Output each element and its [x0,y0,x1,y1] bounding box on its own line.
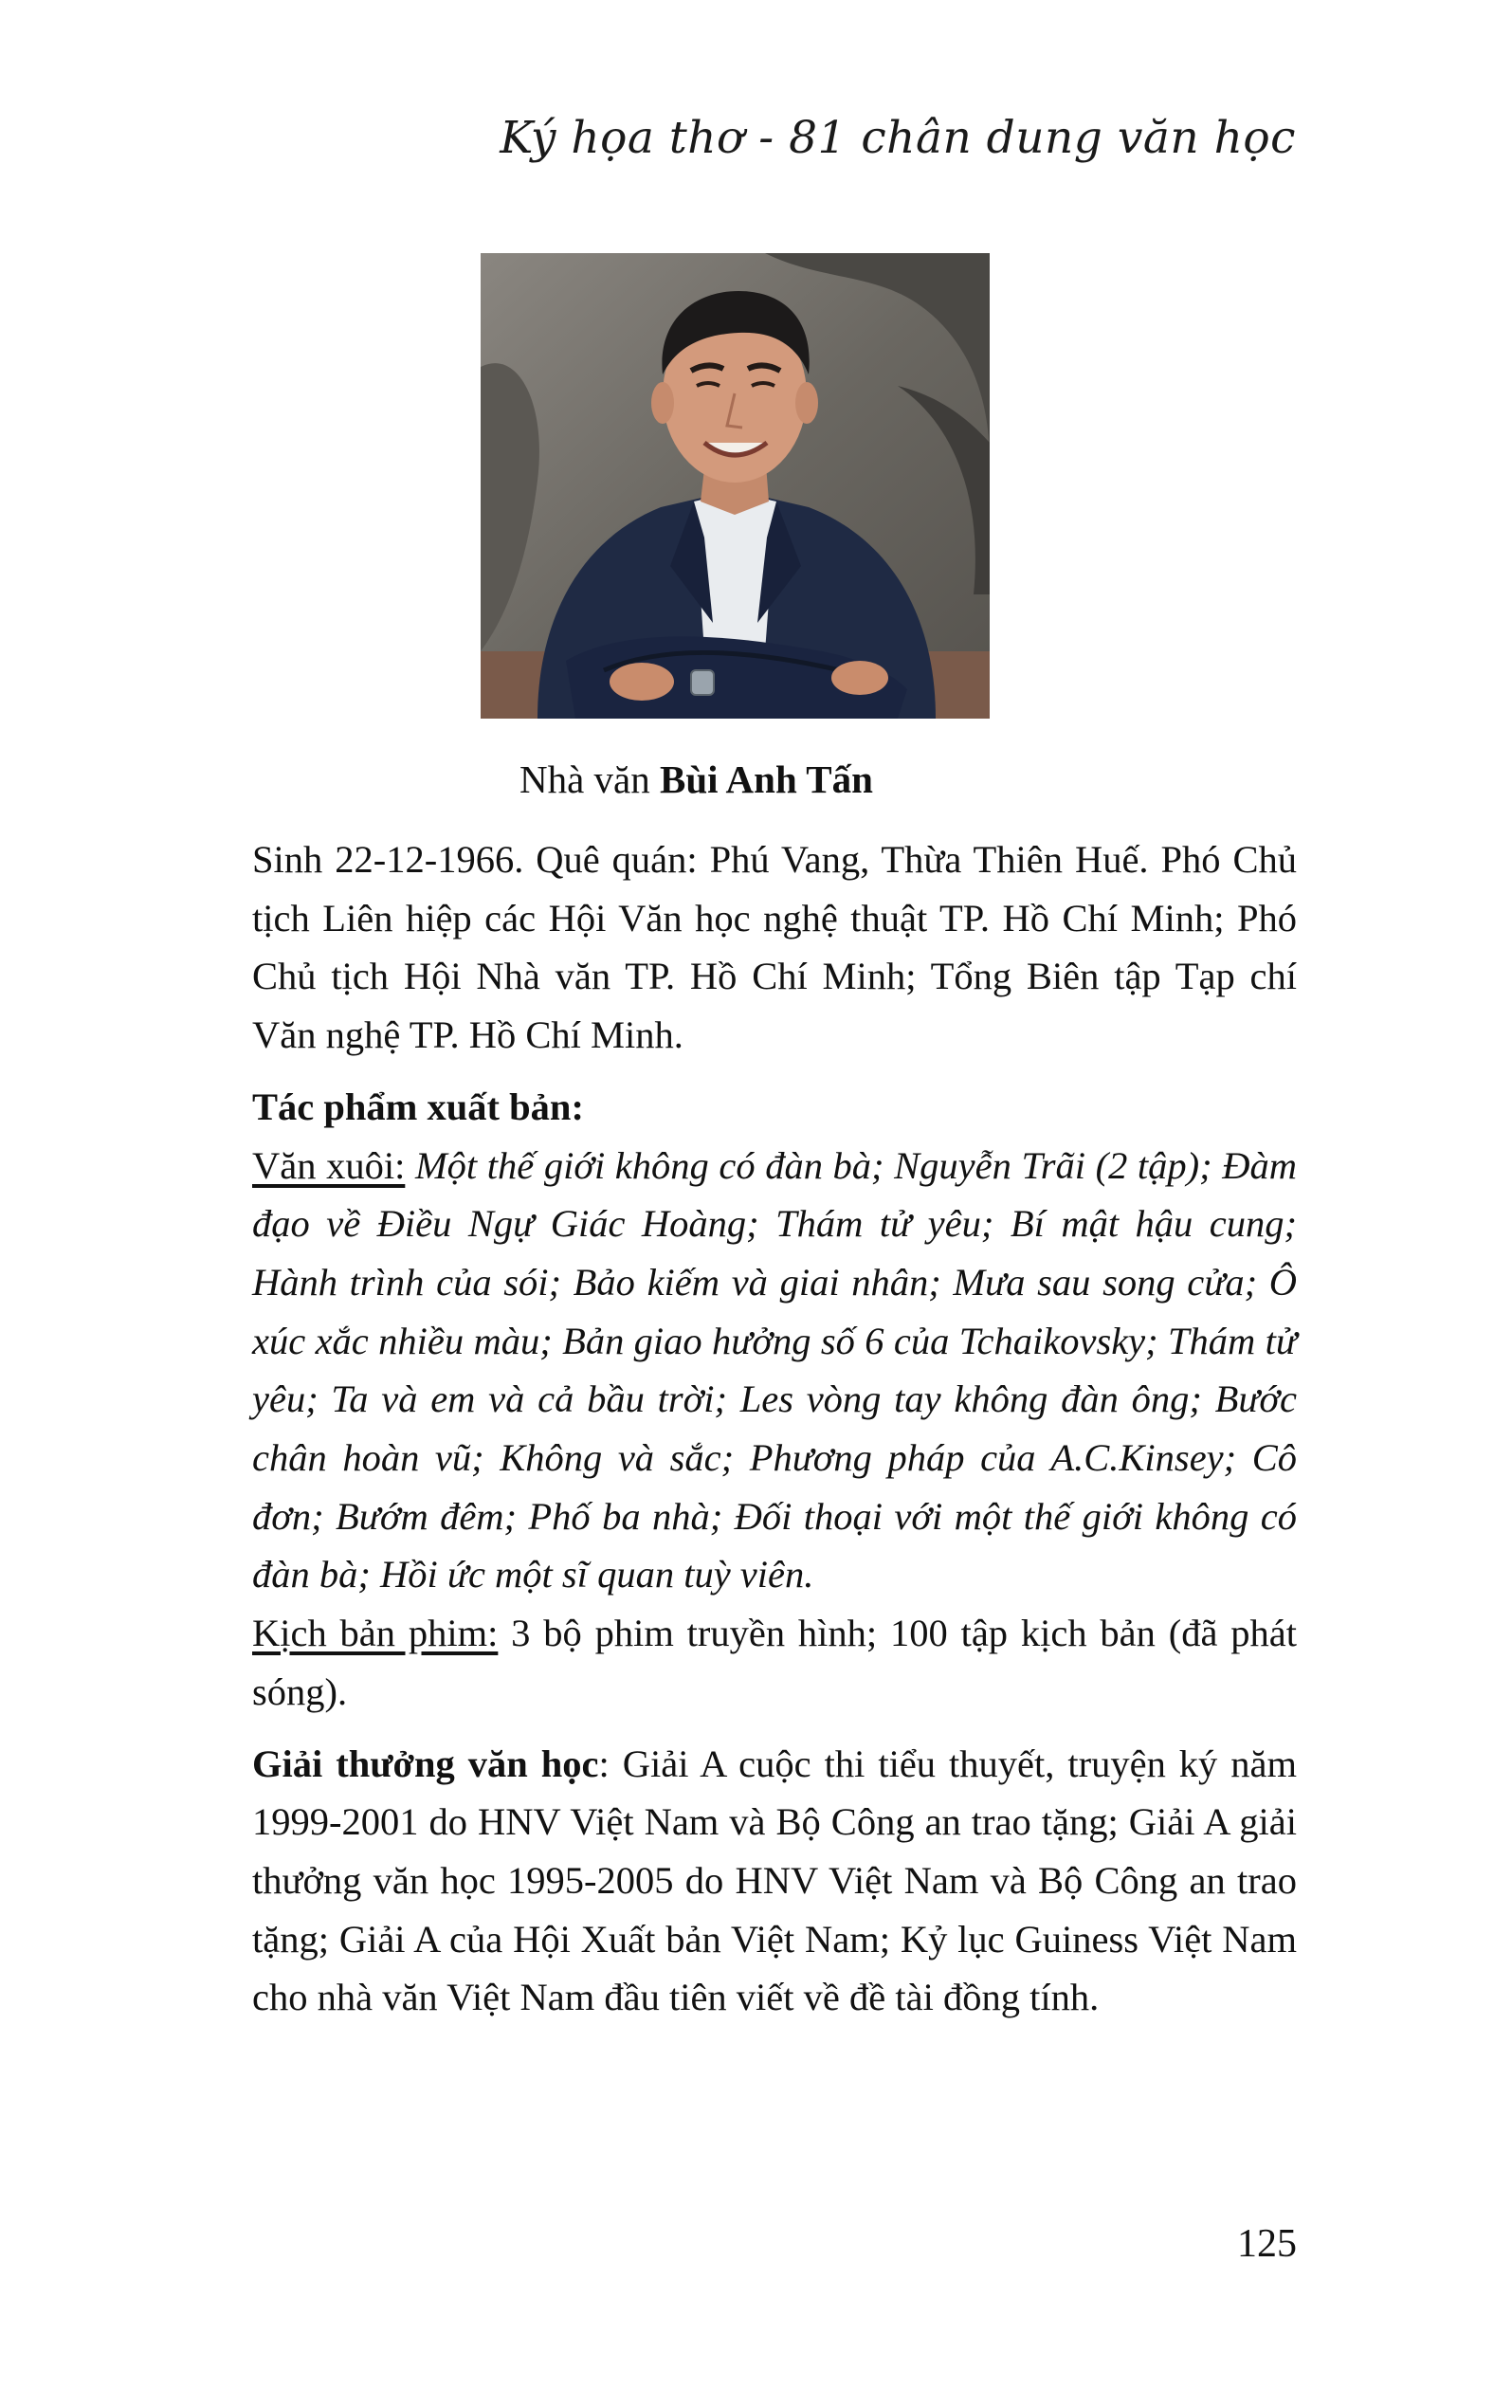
prose-label: Văn xuôi: [252,1143,406,1187]
awards-paragraph [252,1735,1297,2028]
author-name: Bùi Anh Tấn [660,757,873,801]
page-number: 125 [1237,2222,1297,2266]
running-header: Ký họa thơ - 81 chân dung văn học [500,112,1296,164]
author-caption [519,757,873,802]
awards-text: : Giải A cuộc thi tiểu thuyết, truyện ký năm 1999-2001 do HNV Việt Nam và Bộ Công an trao tặng; Giải A giải thưởng văn học 1995-2005 do HNV Việt Nam và Bộ Công an trao tặng; Giải A của Hội Xuất bản Việt Nam; Kỷ lục Guiness Việt Nam cho nhà văn Việt Nam đầu tiên viết về đề tài đồng tính. [252,1742,1298,2019]
biography-paragraph: Sinh 22-12-1966. Quê quán: Phú Vang, Thừa Thiên Huế. Phó Chủ tịch Liên hiệp các Hội Văn học nghệ thuật TP. Hồ Chí Minh; Phó Chủ tịch Hội Nhà văn TP. Hồ Chí Minh; Tổng Biên tập Tạp chí Văn nghệ TP. Hồ Chí Minh. [252,838,1297,1057]
awards-label: Giải thưởng văn học [252,1742,599,1785]
author-profile-text [252,830,1297,2027]
screenplay-label: Kịch bản phim: [252,1612,499,1655]
works-heading: Tác phẩm xuất bản: [252,1085,584,1128]
caption-prefix: Nhà văn [519,757,650,801]
screenplay-text: 3 bộ phim truyền hình; 100 tập kịch bản (đã phát sóng). [252,1612,1297,1713]
screenplay-paragraph [252,1604,1297,1721]
prose-titles: Một thế giới không có đàn bà; Nguyễn Trãi (2 tập); Đàm đạo về Điều Ngự Giác Hoàng; Thám tử yêu; Bí mật hậu cung; Hành trình của sói; Bảo kiếm và giai nhân; Mưa sau song cửa; Ô xúc xắc nhiều màu; Bản giao hưởng số 6 của Tchaikovsky; Thám tử yêu; Ta và em và cả bầu trời; Les vòng tay không đàn ông; Bước chân hoàn vũ; Không và sắc; Phương pháp của A.C.Kinsey; Cô đơn; Bướm đêm; Phố ba nhà; Đối thoại với một thế giới không có đàn bà; Hồi ức một sĩ quan tuỳ viên. [252,1143,1297,1596]
portrait-illustration [481,253,990,719]
author-portrait-photo [481,253,990,719]
prose-works-paragraph [252,1137,1297,1605]
